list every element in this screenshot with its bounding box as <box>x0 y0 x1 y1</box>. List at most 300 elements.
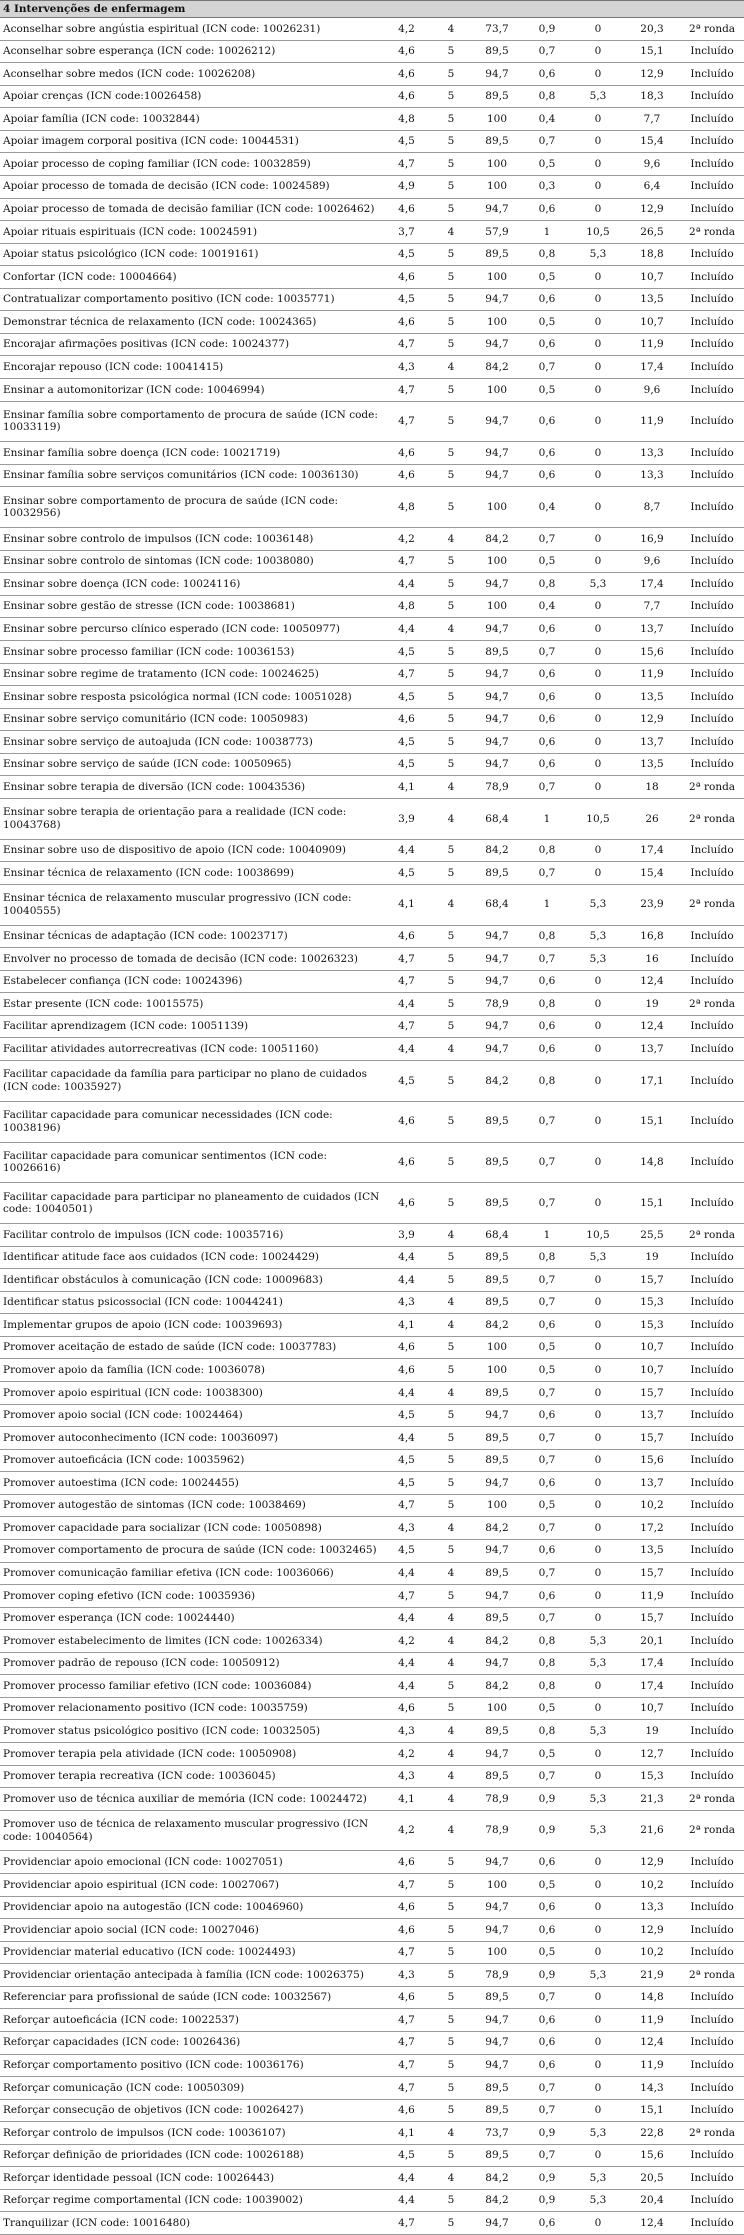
variation-coefficient: 23,9 <box>624 884 680 925</box>
disagreement-percent: 0 <box>572 1404 624 1427</box>
table-row <box>0 1183 744 1224</box>
std-deviation: 0,5 <box>522 1874 572 1897</box>
table-row <box>0 1449 744 1472</box>
disagreement-percent: 0 <box>572 1382 624 1405</box>
table-row <box>0 442 744 465</box>
disagreement-percent: 0 <box>572 1539 624 1562</box>
intervention-name: Apoiar processo de coping familiar (ICN code: 10032859) <box>0 153 383 176</box>
intervention-name: Facilitar atividades autorrecreativas (ICN code: 10051160) <box>0 1038 383 1061</box>
median-value: 4 <box>430 528 472 551</box>
table-row <box>0 753 744 776</box>
std-deviation: 0,5 <box>522 1336 572 1359</box>
median-value: 5 <box>430 1183 472 1224</box>
decision-status: Incluído <box>680 108 744 131</box>
table-row <box>0 1788 744 1811</box>
intervention-name: Estar presente (ICN code: 10015575) <box>0 993 383 1016</box>
agreement-percent: 94,7 <box>472 1851 522 1874</box>
median-value: 5 <box>430 2077 472 2100</box>
intervention-name: Ensinar família sobre serviços comunitários (ICN code: 10036130) <box>0 464 383 487</box>
mean-value: 4,1 <box>383 2122 430 2145</box>
agreement-percent: 89,5 <box>472 1449 522 1472</box>
median-value: 5 <box>430 1404 472 1427</box>
std-deviation: 0,7 <box>522 356 572 379</box>
table-row <box>0 356 744 379</box>
variation-coefficient: 15,3 <box>624 1765 680 1788</box>
disagreement-percent: 0 <box>572 1743 624 1766</box>
decision-status: Incluído <box>680 1246 744 1269</box>
disagreement-percent: 0 <box>572 442 624 465</box>
table-row <box>0 2122 744 2145</box>
mean-value: 4,6 <box>383 1183 430 1224</box>
disagreement-percent: 0 <box>572 1675 624 1698</box>
table-row <box>0 221 744 244</box>
decision-status: Incluído <box>680 839 744 862</box>
decision-status: Incluído <box>680 1314 744 1337</box>
agreement-percent: 78,9 <box>472 993 522 1016</box>
agreement-percent: 73,7 <box>472 18 522 41</box>
disagreement-percent: 0 <box>572 731 624 754</box>
intervention-name: Promover esperança (ICN code: 10024440) <box>0 1607 383 1630</box>
median-value: 5 <box>430 663 472 686</box>
decision-status: Incluído <box>680 1896 744 1919</box>
mean-value: 4,4 <box>383 618 430 641</box>
disagreement-percent: 0 <box>572 1585 624 1608</box>
std-deviation: 0,6 <box>522 1472 572 1495</box>
variation-coefficient: 25,5 <box>624 1224 680 1247</box>
table-row <box>0 1427 744 1450</box>
variation-coefficient: 20,4 <box>624 2189 680 2212</box>
median-value: 4 <box>430 1788 472 1811</box>
variation-coefficient: 10,7 <box>624 1697 680 1720</box>
decision-status: Incluído <box>680 288 744 311</box>
agreement-percent: 57,9 <box>472 221 522 244</box>
table-row <box>0 1224 744 1247</box>
intervention-name: Ensinar família sobre doença (ICN code: 10021719) <box>0 442 383 465</box>
agreement-percent: 100 <box>472 379 522 402</box>
median-value: 5 <box>430 2099 472 2122</box>
agreement-percent: 100 <box>472 1697 522 1720</box>
intervention-name: Promover autogestão de sintomas (ICN code: 10038469) <box>0 1494 383 1517</box>
median-value: 4 <box>430 1314 472 1337</box>
disagreement-percent: 5,3 <box>572 1246 624 1269</box>
variation-coefficient: 15,4 <box>624 862 680 885</box>
agreement-percent: 94,7 <box>472 288 522 311</box>
table-row <box>0 18 744 41</box>
mean-value: 4,5 <box>383 1404 430 1427</box>
table-row <box>0 550 744 573</box>
mean-value: 4,1 <box>383 1314 430 1337</box>
variation-coefficient: 15,7 <box>624 1562 680 1585</box>
table-row <box>0 798 744 839</box>
disagreement-percent: 0 <box>572 862 624 885</box>
disagreement-percent: 5,3 <box>572 1810 624 1851</box>
table-row <box>0 1359 744 1382</box>
variation-coefficient: 15,1 <box>624 2099 680 2122</box>
table-row <box>0 663 744 686</box>
variation-coefficient: 13,5 <box>624 1539 680 1562</box>
agreement-percent: 100 <box>472 1359 522 1382</box>
median-value: 5 <box>430 1494 472 1517</box>
mean-value: 4,4 <box>383 1382 430 1405</box>
variation-coefficient: 15,6 <box>624 641 680 664</box>
table-row <box>0 288 744 311</box>
median-value: 5 <box>430 1359 472 1382</box>
decision-status: Incluído <box>680 1652 744 1675</box>
variation-coefficient: 15,6 <box>624 1449 680 1472</box>
agreement-percent: 94,7 <box>472 1038 522 1061</box>
median-value: 5 <box>430 1269 472 1292</box>
mean-value: 4,8 <box>383 595 430 618</box>
intervention-name: Encorajar repouso (ICN code: 10041415) <box>0 356 383 379</box>
table-row <box>0 2189 744 2212</box>
disagreement-percent: 5,3 <box>572 2189 624 2212</box>
disagreement-percent: 0 <box>572 2144 624 2167</box>
variation-coefficient: 21,6 <box>624 1810 680 1851</box>
agreement-percent: 94,7 <box>472 573 522 596</box>
std-deviation: 0,6 <box>522 2054 572 2077</box>
median-value: 5 <box>430 175 472 198</box>
agreement-percent: 89,5 <box>472 1246 522 1269</box>
decision-status: Incluído <box>680 970 744 993</box>
intervention-name: Ensinar sobre serviço comunitário (ICN code: 10050983) <box>0 708 383 731</box>
mean-value: 4,4 <box>383 839 430 862</box>
variation-coefficient: 15,6 <box>624 2144 680 2167</box>
std-deviation: 0,7 <box>522 1269 572 1292</box>
decision-status: Incluído <box>680 573 744 596</box>
intervention-name: Estabelecer confiança (ICN code: 10024396) <box>0 970 383 993</box>
decision-status: Incluído <box>680 1851 744 1874</box>
variation-coefficient: 12,9 <box>624 708 680 731</box>
disagreement-percent: 0 <box>572 464 624 487</box>
intervention-name: Apoiar processo de tomada de decisão (ICN code: 10024589) <box>0 175 383 198</box>
decision-status: Incluído <box>680 85 744 108</box>
agreement-percent: 94,7 <box>472 2212 522 2235</box>
median-value: 4 <box>430 2167 472 2190</box>
variation-coefficient: 7,7 <box>624 108 680 131</box>
std-deviation: 0,5 <box>522 311 572 334</box>
std-deviation: 0,4 <box>522 108 572 131</box>
variation-coefficient: 18,3 <box>624 85 680 108</box>
mean-value: 4,5 <box>383 862 430 885</box>
mean-value: 4,6 <box>383 2099 430 2122</box>
mean-value: 4,7 <box>383 2031 430 2054</box>
disagreement-percent: 0 <box>572 1101 624 1142</box>
variation-coefficient: 16,9 <box>624 528 680 551</box>
mean-value: 4,6 <box>383 1851 430 1874</box>
disagreement-percent: 0 <box>572 1314 624 1337</box>
variation-coefficient: 21,9 <box>624 1964 680 1987</box>
table-row <box>0 153 744 176</box>
variation-coefficient: 10,7 <box>624 1359 680 1382</box>
mean-value: 3,9 <box>383 798 430 839</box>
decision-status: Incluído <box>680 2189 744 2212</box>
std-deviation: 0,7 <box>522 40 572 63</box>
mean-value: 4,7 <box>383 379 430 402</box>
table-row <box>0 862 744 885</box>
std-deviation: 0,7 <box>522 1765 572 1788</box>
std-deviation: 0,6 <box>522 1896 572 1919</box>
mean-value: 4,2 <box>383 528 430 551</box>
decision-status: Incluído <box>680 175 744 198</box>
std-deviation: 0,6 <box>522 401 572 442</box>
disagreement-percent: 0 <box>572 333 624 356</box>
decision-status: 2ª ronda <box>680 1810 744 1851</box>
disagreement-percent: 5,3 <box>572 2167 624 2190</box>
mean-value: 4,2 <box>383 1743 430 1766</box>
disagreement-percent: 0 <box>572 686 624 709</box>
intervention-name: Tranquilizar (ICN code: 10016480) <box>0 2212 383 2235</box>
intervention-name: Promover capacidade para socializar (ICN code: 10050898) <box>0 1517 383 1540</box>
mean-value: 4,5 <box>383 753 430 776</box>
mean-value: 4,7 <box>383 1494 430 1517</box>
table-row <box>0 2212 744 2235</box>
decision-status: Incluído <box>680 1382 744 1405</box>
decision-status: Incluído <box>680 1517 744 1540</box>
intervention-name: Aconselhar sobre medos (ICN code: 10026208) <box>0 63 383 86</box>
disagreement-percent: 5,3 <box>572 2122 624 2145</box>
intervention-name: Promover comportamento de procura de saúde (ICN code: 10032465) <box>0 1539 383 1562</box>
variation-coefficient: 14,8 <box>624 1142 680 1183</box>
agreement-percent: 100 <box>472 550 522 573</box>
intervention-name: Reforçar regime comportamental (ICN code: 10039002) <box>0 2189 383 2212</box>
std-deviation: 0,6 <box>522 198 572 221</box>
decision-status: Incluído <box>680 1359 744 1382</box>
decision-status: Incluído <box>680 925 744 948</box>
intervention-name: Promover coping efetivo (ICN code: 10035936) <box>0 1585 383 1608</box>
median-value: 5 <box>430 442 472 465</box>
std-deviation: 0,6 <box>522 2031 572 2054</box>
disagreement-percent: 0 <box>572 1874 624 1897</box>
intervention-name: Envolver no processo de tomada de decisão (ICN code: 10026323) <box>0 948 383 971</box>
table-row <box>0 2144 744 2167</box>
table-row <box>0 1743 744 1766</box>
variation-coefficient: 12,7 <box>624 1743 680 1766</box>
variation-coefficient: 13,3 <box>624 464 680 487</box>
mean-value: 4,2 <box>383 1630 430 1653</box>
agreement-percent: 100 <box>472 487 522 528</box>
std-deviation: 1 <box>522 798 572 839</box>
decision-status: Incluído <box>680 1427 744 1450</box>
disagreement-percent: 0 <box>572 550 624 573</box>
median-value: 5 <box>430 1986 472 2009</box>
table-row <box>0 686 744 709</box>
std-deviation: 0,7 <box>522 948 572 971</box>
variation-coefficient: 11,9 <box>624 1585 680 1608</box>
decision-status: Incluído <box>680 333 744 356</box>
disagreement-percent: 0 <box>572 1896 624 1919</box>
intervention-name: Facilitar capacidade da família para participar no plano de cuidados (ICN code: 10035927) <box>0 1061 383 1102</box>
disagreement-percent: 5,3 <box>572 573 624 596</box>
table-row <box>0 1142 744 1183</box>
table-row <box>0 2031 744 2054</box>
variation-coefficient: 12,9 <box>624 63 680 86</box>
variation-coefficient: 10,2 <box>624 1494 680 1517</box>
median-value: 5 <box>430 2009 472 2032</box>
disagreement-percent: 5,3 <box>572 1964 624 1987</box>
disagreement-percent: 0 <box>572 528 624 551</box>
std-deviation: 0,5 <box>522 1697 572 1720</box>
variation-coefficient: 11,9 <box>624 2009 680 2032</box>
intervention-name: Apoiar status psicológico (ICN code: 10019161) <box>0 243 383 266</box>
decision-status: Incluído <box>680 1874 744 1897</box>
disagreement-percent: 0 <box>572 401 624 442</box>
variation-coefficient: 11,9 <box>624 333 680 356</box>
table-row <box>0 1015 744 1038</box>
table-row <box>0 2054 744 2077</box>
agreement-percent: 100 <box>472 108 522 131</box>
mean-value: 4,6 <box>383 85 430 108</box>
decision-status: 2ª ronda <box>680 18 744 41</box>
disagreement-percent: 0 <box>572 1607 624 1630</box>
median-value: 5 <box>430 839 472 862</box>
mean-value: 3,7 <box>383 221 430 244</box>
variation-coefficient: 11,9 <box>624 663 680 686</box>
median-value: 4 <box>430 776 472 799</box>
std-deviation: 0,6 <box>522 2009 572 2032</box>
mean-value: 3,9 <box>383 1224 430 1247</box>
intervention-name: Reforçar autoeficácia (ICN code: 10022537) <box>0 2009 383 2032</box>
disagreement-percent: 0 <box>572 1336 624 1359</box>
variation-coefficient: 12,9 <box>624 1919 680 1942</box>
variation-coefficient: 13,5 <box>624 753 680 776</box>
variation-coefficient: 10,7 <box>624 1336 680 1359</box>
decision-status: Incluído <box>680 130 744 153</box>
decision-status: Incluído <box>680 2144 744 2167</box>
table-row <box>0 63 744 86</box>
table-row <box>0 528 744 551</box>
median-value: 5 <box>430 708 472 731</box>
table-row <box>0 573 744 596</box>
std-deviation: 0,5 <box>522 153 572 176</box>
intervention-name: Promover terapia recreativa (ICN code: 10036045) <box>0 1765 383 1788</box>
mean-value: 4,6 <box>383 464 430 487</box>
agreement-percent: 94,7 <box>472 1404 522 1427</box>
variation-coefficient: 26 <box>624 798 680 839</box>
median-value: 4 <box>430 1038 472 1061</box>
median-value: 5 <box>430 595 472 618</box>
std-deviation: 0,7 <box>522 2077 572 2100</box>
agreement-percent: 89,5 <box>472 2144 522 2167</box>
median-value: 5 <box>430 1585 472 1608</box>
decision-status: Incluído <box>680 550 744 573</box>
mean-value: 4,7 <box>383 550 430 573</box>
agreement-percent: 89,5 <box>472 1427 522 1450</box>
mean-value: 4,5 <box>383 130 430 153</box>
table-row <box>0 1336 744 1359</box>
table-row <box>0 198 744 221</box>
mean-value: 4,1 <box>383 1788 430 1811</box>
mean-value: 4,2 <box>383 18 430 41</box>
disagreement-percent: 0 <box>572 1359 624 1382</box>
table-row <box>0 2099 744 2122</box>
agreement-percent: 94,7 <box>472 1652 522 1675</box>
variation-coefficient: 17,4 <box>624 1652 680 1675</box>
disagreement-percent: 0 <box>572 993 624 1016</box>
std-deviation: 0,4 <box>522 487 572 528</box>
table-row <box>0 1061 744 1102</box>
decision-status: 2ª ronda <box>680 798 744 839</box>
table-row <box>0 776 744 799</box>
intervention-name: Promover uso de técnica de relaxamento muscular progressivo (ICN code: 10040564) <box>0 1810 383 1851</box>
std-deviation: 0,7 <box>522 641 572 664</box>
mean-value: 4,5 <box>383 641 430 664</box>
disagreement-percent: 5,3 <box>572 1652 624 1675</box>
median-value: 5 <box>430 948 472 971</box>
variation-coefficient: 9,6 <box>624 379 680 402</box>
variation-coefficient: 26,5 <box>624 221 680 244</box>
agreement-percent: 73,7 <box>472 2122 522 2145</box>
median-value: 5 <box>430 993 472 1016</box>
agreement-percent: 84,2 <box>472 1061 522 1102</box>
disagreement-percent: 5,3 <box>572 925 624 948</box>
disagreement-percent: 0 <box>572 970 624 993</box>
agreement-percent: 94,7 <box>472 663 522 686</box>
median-value: 5 <box>430 1697 472 1720</box>
median-value: 5 <box>430 1472 472 1495</box>
mean-value: 4,6 <box>383 708 430 731</box>
decision-status: Incluído <box>680 731 744 754</box>
std-deviation: 0,6 <box>522 1851 572 1874</box>
variation-coefficient: 12,4 <box>624 1015 680 1038</box>
std-deviation: 0,6 <box>522 1015 572 1038</box>
decision-status: Incluído <box>680 1101 744 1142</box>
disagreement-percent: 0 <box>572 1494 624 1517</box>
agreement-percent: 94,7 <box>472 401 522 442</box>
table-row <box>0 1675 744 1698</box>
agreement-percent: 89,5 <box>472 2077 522 2100</box>
mean-value: 4,6 <box>383 925 430 948</box>
decision-status: 2ª ronda <box>680 221 744 244</box>
std-deviation: 0,7 <box>522 1607 572 1630</box>
disagreement-percent: 0 <box>572 2031 624 2054</box>
std-deviation: 0,6 <box>522 288 572 311</box>
decision-status: Incluído <box>680 2167 744 2190</box>
variation-coefficient: 17,4 <box>624 356 680 379</box>
table-row <box>0 970 744 993</box>
median-value: 5 <box>430 1061 472 1102</box>
median-value: 5 <box>430 1941 472 1964</box>
variation-coefficient: 10,7 <box>624 266 680 289</box>
table-row <box>0 1314 744 1337</box>
decision-status: Incluído <box>680 63 744 86</box>
std-deviation: 0,7 <box>522 1449 572 1472</box>
intervention-name: Ensinar sobre regime de tratamento (ICN code: 10024625) <box>0 663 383 686</box>
decision-status: Incluído <box>680 2009 744 2032</box>
decision-status: Incluído <box>680 1038 744 1061</box>
decision-status: 2ª ronda <box>680 993 744 1016</box>
mean-value: 4,6 <box>383 1986 430 2009</box>
agreement-percent: 89,5 <box>472 1142 522 1183</box>
median-value: 5 <box>430 1142 472 1183</box>
intervention-name: Ensinar sobre doença (ICN code: 10024116) <box>0 573 383 596</box>
intervention-name: Aconselhar sobre angústia espiritual (ICN code: 10026231) <box>0 18 383 41</box>
table-row <box>0 1494 744 1517</box>
median-value: 5 <box>430 2031 472 2054</box>
mean-value: 4,7 <box>383 2009 430 2032</box>
mean-value: 4,4 <box>383 1427 430 1450</box>
table-row <box>0 1517 744 1540</box>
mean-value: 4,4 <box>383 573 430 596</box>
decision-status: Incluído <box>680 1630 744 1653</box>
table-row <box>0 2009 744 2032</box>
variation-coefficient: 13,5 <box>624 686 680 709</box>
intervention-name: Promover padrão de repouso (ICN code: 10050912) <box>0 1652 383 1675</box>
variation-coefficient: 12,4 <box>624 2031 680 2054</box>
agreement-percent: 89,5 <box>472 1720 522 1743</box>
variation-coefficient: 12,4 <box>624 2212 680 2235</box>
intervention-name: Implementar grupos de apoio (ICN code: 10039693) <box>0 1314 383 1337</box>
decision-status: Incluído <box>680 1765 744 1788</box>
